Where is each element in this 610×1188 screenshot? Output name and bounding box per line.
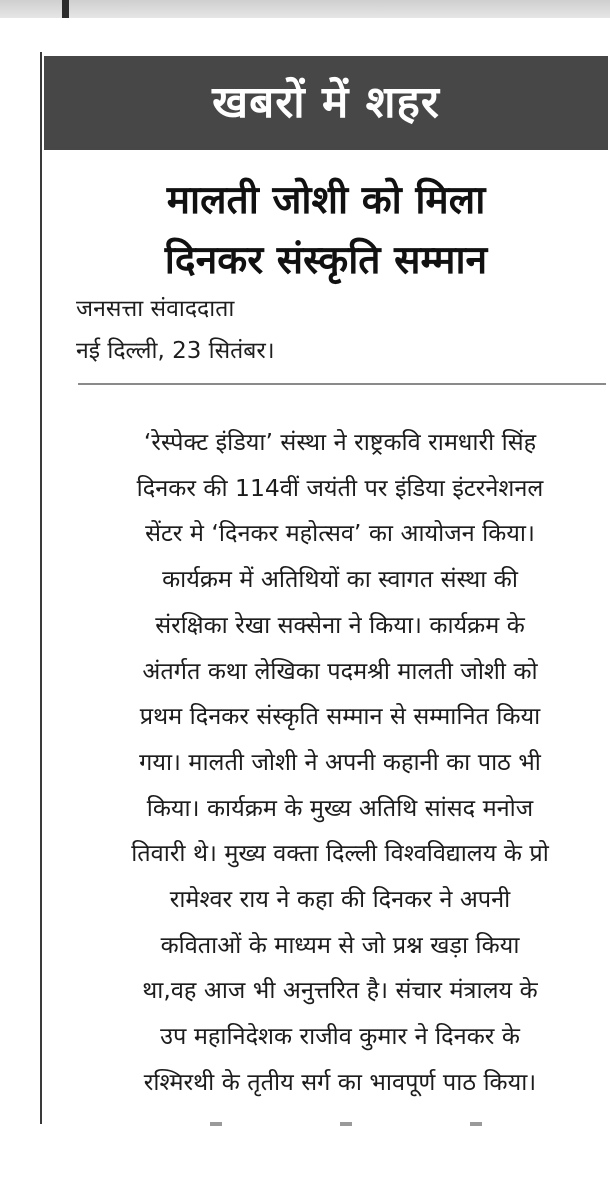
body-line: था,वह आज भी अनुत्तरित है। संचार मंत्रालय के [142,976,538,1005]
body-line: संरक्षिका रेखा सक्सेना ने किया। कार्यक्रम के [155,610,525,639]
byline-dateline: नई दिल्ली, 23 सितंबर। [76,338,275,364]
scan-top-strip [0,0,610,18]
scan-top-mark [62,0,69,18]
body-line: कार्यक्रम में अतिथियों का स्वागत संस्था की [162,565,518,594]
body-line: गया। मालती जोशी ने अपनी कहानी का पाठ भी [139,747,541,776]
byline-author: जनसत्ता संवाददाता [76,296,235,322]
headline-line-1: मालती जोशी को मिला [166,177,486,223]
section-banner-title: खबरों में शहर [212,77,440,128]
body-line: ‘रेस्पेक्ट इंडिया’ संस्था ने राष्ट्रकवि रामधारी सिंह [143,428,537,456]
news-article [42,52,610,1132]
cropped-next-line [210,1122,530,1126]
body-line: कविताओं के माध्यम से जो प्रश्न खड़ा किया [160,930,520,959]
body-line: प्रथम दिनकर संस्कृति सम्मान से सम्मानित किया [139,702,541,731]
article-body [72,420,608,1106]
body-line: किया। कार्यक्रम के मुख्य अतिथि सांसद मनोज [146,793,534,822]
body-line: तिवारी थे। मुख्य वक्ता दिल्ली विश्वविद्यालय के प्रो [131,839,549,868]
body-line: दिनकर की 114वीं जयंती पर इंडिया इंटरनेशनल [136,473,544,502]
body-line: रामेश्वर राय ने कहा की दिनकर ने अपनी [169,885,511,914]
article-headline [42,170,610,290]
article-byline [76,288,275,372]
headline-line-2: दिनकर संस्कृति सम्मान [164,237,488,283]
body-line: अंतर्गत कथा लेखिका पदमश्री मालती जोशी को [142,656,538,685]
section-banner [44,56,608,150]
body-line: रश्मिरथी के तृतीय सर्ग का भावपूर्ण पाठ किया। [143,1067,537,1096]
body-line: उप महानिदेशक राजीव कुमार ने दिनकर के [160,1022,520,1051]
body-line: सेंटर मे ‘दिनकर महोत्सव’ का आयोजन किया। [145,519,535,548]
byline-divider [78,383,606,385]
